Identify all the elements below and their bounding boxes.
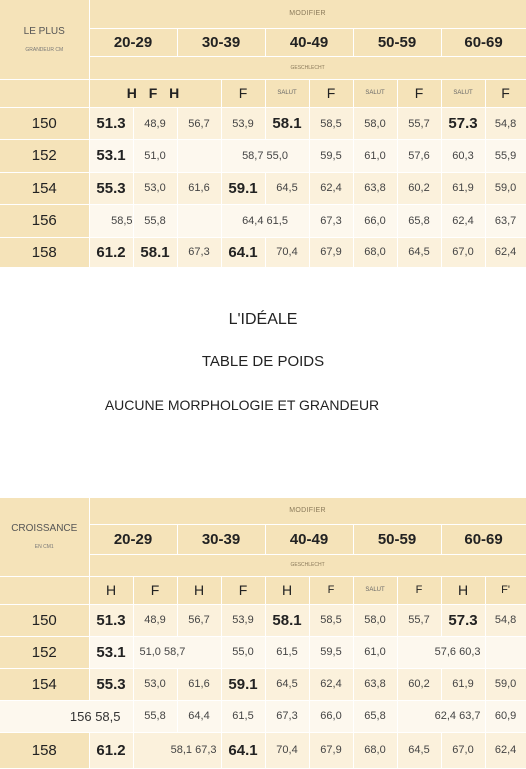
value-cell: 60,2	[397, 668, 441, 700]
sex-label: H F H	[89, 79, 221, 107]
sex-label: H	[177, 576, 221, 604]
sex-label: F	[221, 79, 265, 107]
value-cell: 67,3	[309, 205, 353, 237]
corner-sub: GRANDEUR CM	[25, 46, 64, 53]
sex-label: H	[441, 576, 485, 604]
sex-label: F	[309, 79, 353, 107]
value-cell: 58.1	[133, 237, 177, 267]
middle-caption: AUCUNE MORPHOLOGIE ET GRANDEUR	[104, 397, 380, 413]
height-cell: 158	[0, 237, 89, 267]
value-cell: 63,8	[353, 668, 397, 700]
age-group: 60-69	[441, 524, 526, 554]
corner-sub: EN CM1	[34, 544, 54, 551]
value-cell: 59,5	[309, 140, 353, 172]
value-cell: 62,4 63,7	[397, 700, 485, 732]
table-row	[0, 205, 526, 237]
value-cell: 64,5	[265, 668, 309, 700]
sex-label: SALUT	[265, 79, 309, 107]
value-cell: 61,0	[353, 636, 397, 668]
table-row	[0, 668, 526, 700]
value-cell: 67,3	[177, 237, 221, 267]
value-cell: 62,4	[485, 732, 526, 768]
sex-label: F	[397, 79, 441, 107]
age-group: 30-39	[177, 28, 265, 56]
sex-label: F	[309, 576, 353, 604]
value-cell: 58,0	[353, 107, 397, 139]
value-cell: 55,8	[133, 700, 177, 732]
value-cell: 51.3	[89, 107, 133, 139]
value-cell: 64,4 61,5	[221, 205, 309, 237]
value-cell: 58,5	[309, 604, 353, 636]
value-cell: 61,6	[177, 172, 221, 204]
value-cell: 64,4	[177, 700, 221, 732]
value-cell: 66,0	[309, 700, 353, 732]
value-cell: 60,3	[441, 140, 485, 172]
value-cell: 56,7	[177, 604, 221, 636]
subheader: GESCHLECHT	[89, 554, 526, 576]
value-cell: 53,0	[133, 668, 177, 700]
table-row	[0, 700, 526, 732]
sex-label: F	[397, 576, 441, 604]
value-cell: 58,5	[309, 107, 353, 139]
value-cell: 53,9	[221, 107, 265, 139]
value-cell: 48,9	[133, 604, 177, 636]
sex-label: F	[133, 576, 177, 604]
middle-title: L'IDÉALE	[228, 311, 298, 328]
value-cell: 61,9	[441, 668, 485, 700]
value-cell: 59.1	[221, 172, 265, 204]
sex-label: SALUT	[353, 79, 397, 107]
value-cell: 55,7	[397, 604, 441, 636]
value-cell: 66,0	[353, 205, 397, 237]
height-cell: 150	[0, 604, 89, 636]
height-cell: 158	[0, 732, 89, 768]
value-cell: 57.3	[441, 107, 485, 139]
value-cell: 53,9	[221, 604, 265, 636]
value-cell: 55,8	[133, 205, 177, 237]
corner-label: CROISSANCE	[11, 523, 78, 535]
value-cell: 61.2	[89, 237, 133, 267]
value-cell: 57.3	[441, 604, 485, 636]
value-cell: 58,0	[353, 604, 397, 636]
value-cell: 64.1	[221, 237, 265, 267]
value-cell: 59,0	[485, 172, 526, 204]
table-row	[0, 172, 526, 204]
value-cell: 60,9	[485, 700, 526, 732]
header-title: MODIFIER	[89, 0, 526, 28]
height-cell: 150	[0, 107, 89, 139]
age-group: 50-59	[353, 28, 441, 56]
sex-label: F'	[485, 576, 526, 604]
sex-label: H	[89, 576, 133, 604]
value-cell: 64.1	[221, 732, 265, 768]
bottom-weight-table	[0, 498, 526, 769]
height-cell: 156 58,5	[0, 700, 133, 732]
height-cell: 156	[0, 205, 89, 237]
value-cell: 60,2	[397, 172, 441, 204]
subheader: GESCHLECHT	[89, 57, 526, 79]
age-group: 60-69	[441, 28, 526, 56]
value-cell: 59.1	[221, 668, 265, 700]
sex-label: F	[485, 79, 526, 107]
value-cell: 55,9	[485, 140, 526, 172]
value-cell: 54,8	[485, 604, 526, 636]
value-cell: 59,0	[485, 668, 526, 700]
height-cell: 152	[0, 636, 89, 668]
value-cell: 53,0	[133, 172, 177, 204]
table-row	[0, 107, 526, 139]
height-cell: 154	[0, 172, 89, 204]
top-weight-table	[0, 0, 526, 268]
value-cell: 61,5	[265, 636, 309, 668]
table-row	[0, 140, 526, 172]
sex-label: SALUT	[353, 576, 397, 604]
value-cell: 67,0	[441, 237, 485, 267]
sex-label: F	[221, 576, 265, 604]
value-cell: 55.3	[89, 172, 133, 204]
value-cell: 65,8	[353, 700, 397, 732]
height-cell: 154	[0, 668, 89, 700]
value-cell: 58,1 67,3	[133, 732, 221, 768]
value-cell: 51.3	[89, 604, 133, 636]
value-cell: 53.1	[89, 140, 133, 172]
value-cell: 67,9	[309, 732, 353, 768]
value-cell: 58,5	[89, 205, 133, 237]
table-row	[0, 604, 526, 636]
value-cell: 55,0	[221, 636, 265, 668]
value-cell: 56,7	[177, 107, 221, 139]
value-cell: 65,8	[397, 205, 441, 237]
age-group: 40-49	[265, 28, 353, 56]
value-cell: 55,7	[397, 107, 441, 139]
value-cell: 62,4	[485, 237, 526, 267]
value-cell: 61.2	[89, 732, 133, 768]
value-cell: 61,0	[353, 140, 397, 172]
value-cell: 64,5	[397, 732, 441, 768]
value-cell: 58.1	[265, 107, 309, 139]
value-cell: 62,4	[309, 172, 353, 204]
value-cell: 67,0	[441, 732, 485, 768]
value-cell: 61,6	[177, 668, 221, 700]
value-cell: 57,6 60,3	[397, 636, 485, 668]
value-cell: 57,6	[397, 140, 441, 172]
value-cell	[485, 636, 526, 668]
header-title: MODIFIER	[89, 498, 526, 524]
value-cell: 48,9	[133, 107, 177, 139]
value-cell: 67,3	[265, 700, 309, 732]
age-group: 40-49	[265, 524, 353, 554]
value-cell: 54,8	[485, 107, 526, 139]
age-group: 30-39	[177, 524, 265, 554]
value-cell: 63,8	[353, 172, 397, 204]
value-cell: 61,9	[441, 172, 485, 204]
value-cell	[177, 140, 221, 172]
height-cell: 152	[0, 140, 89, 172]
value-cell: 62,4	[441, 205, 485, 237]
value-cell: 55.3	[89, 668, 133, 700]
value-cell: 68,0	[353, 237, 397, 267]
value-cell: 53.1	[89, 636, 133, 668]
middle-subtitle: TABLE DE POIDS	[201, 353, 325, 370]
value-cell: 63,7	[485, 205, 526, 237]
value-cell: 62,4	[309, 668, 353, 700]
value-cell: 64,5	[265, 172, 309, 204]
table-row	[0, 237, 526, 267]
value-cell: 68,0	[353, 732, 397, 768]
corner-label: LE PLUS	[23, 25, 65, 37]
age-group: 20-29	[89, 524, 177, 554]
corner-cell	[0, 0, 89, 79]
value-cell: 70,4	[265, 732, 309, 768]
corner-cell	[0, 498, 89, 576]
value-cell: 70,4	[265, 237, 309, 267]
value-cell: 58,7 55,0	[221, 140, 309, 172]
sex-label: SALUT	[441, 79, 485, 107]
age-group: 20-29	[89, 28, 177, 56]
age-group: 50-59	[353, 524, 441, 554]
value-cell: 64,5	[397, 237, 441, 267]
value-cell: 59,5	[309, 636, 353, 668]
value-cell	[177, 205, 221, 237]
value-cell: 58.1	[265, 604, 309, 636]
value-cell: 51,0 58,7	[133, 636, 221, 668]
table-row	[0, 636, 526, 668]
table-row	[0, 732, 526, 768]
value-cell: 51,0	[133, 140, 177, 172]
value-cell: 61,5	[221, 700, 265, 732]
sex-label: H	[265, 576, 309, 604]
value-cell: 67,9	[309, 237, 353, 267]
